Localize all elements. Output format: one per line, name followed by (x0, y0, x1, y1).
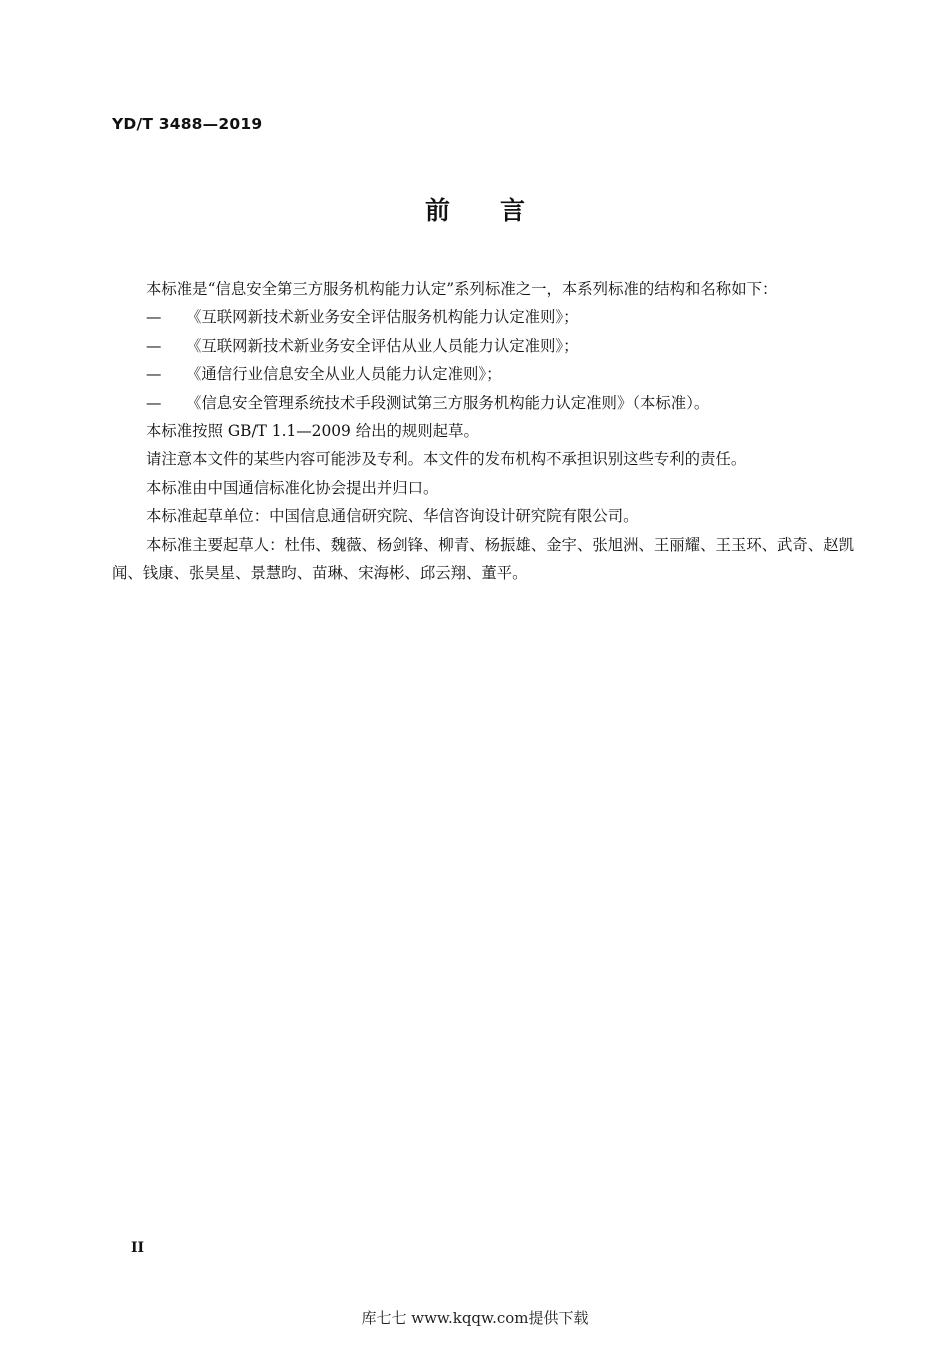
foreword-body (112, 275, 857, 587)
intro-paragraph: 本标准是“信息安全第三方服务机构能力认定”系列标准之一，本系列标准的结构和名称如下： (146, 280, 778, 298)
series-list-item (112, 360, 857, 388)
footer-watermark: 库七七 www.kqqw.com提供下载 (361, 1309, 589, 1327)
page-title-char-1: 前 (424, 196, 450, 225)
list-dash: — (146, 308, 162, 327)
drafting-rule-paragraph: 本标准按照 GB/T 1.1—2009 给出的规则起草。 (146, 422, 479, 441)
page-title-char-2: 言 (500, 196, 526, 225)
series-item-text: 《互联网新技术新业务安全评估服务机构能力认定准则》； (186, 308, 579, 327)
series-list-item (112, 332, 857, 360)
proposer-paragraph: 本标准由中国通信标准化协会提出并归口。 (146, 478, 439, 497)
page-title (0, 191, 950, 227)
series-item-text: 《通信行业信息安全从业人员能力认定准则》； (186, 365, 502, 384)
drafting-units-paragraph: 本标准起草单位：中国信息通信研究院、华信咨询设计研究院有限公司。 (146, 507, 639, 526)
series-list-item (112, 303, 857, 331)
page-number: II (131, 1240, 145, 1256)
list-dash: — (146, 365, 162, 384)
patent-notice-paragraph: 请注意本文件的某些内容可能涉及专利。本文件的发布机构不承担识别这些专利的责任。 (146, 450, 747, 469)
standard-code: YD/T 3488—2019 (112, 115, 263, 133)
series-item-text: 《互联网新技术新业务安全评估从业人员能力认定准则》； (186, 336, 579, 355)
drafters-paragraph: 本标准主要起草人：杜伟、魏薇、杨剑锋、柳青、杨振雄、金宇、张旭洲、王丽耀、王玉环、武奇、赵凯闻、钱康、张昊星、景慧昀、苗琳、宋海彬、邱云翔、董平。 (112, 535, 854, 583)
series-list-item (112, 389, 857, 417)
list-dash: — (146, 336, 162, 355)
series-item-text: 《信息安全管理系统技术手段测试第三方服务机构能力认定准则》（本标准）。 (186, 393, 710, 412)
list-dash: — (146, 393, 162, 412)
